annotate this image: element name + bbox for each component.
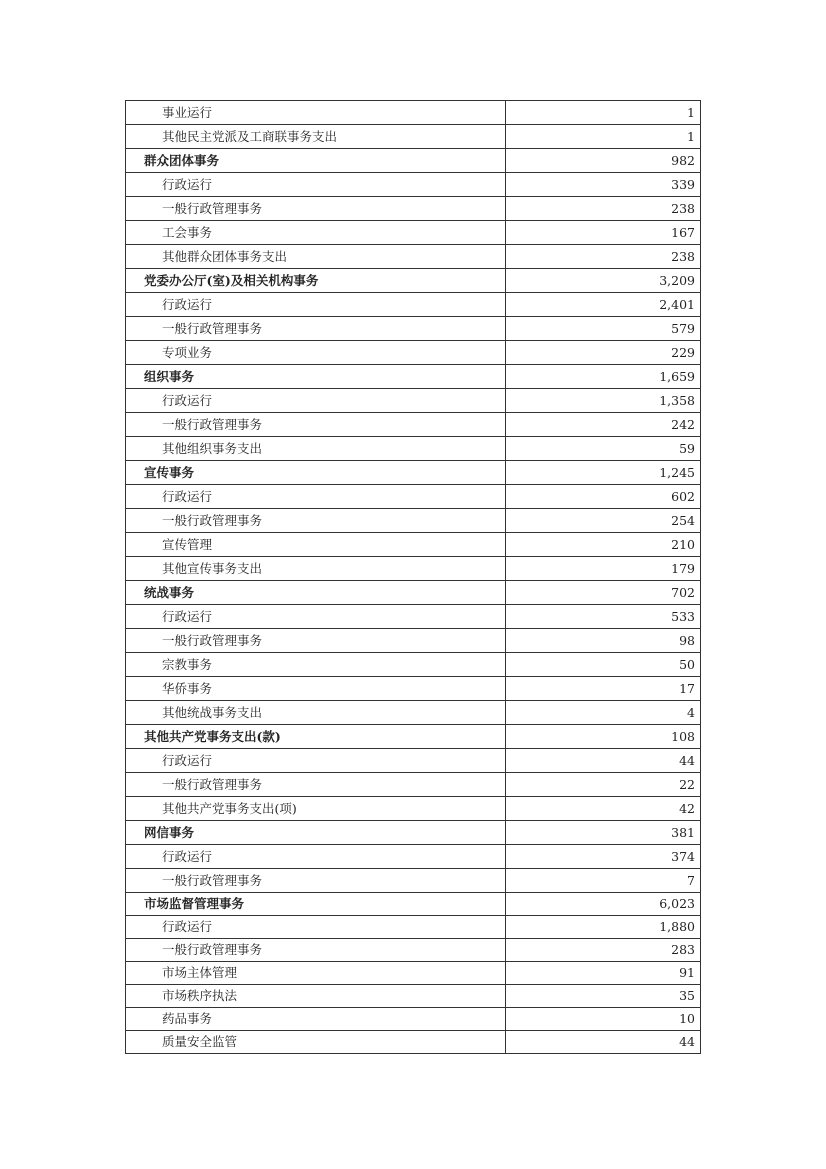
table-row	[126, 413, 701, 437]
item-amount: 579	[506, 317, 701, 341]
category-row	[126, 725, 701, 749]
category-row	[126, 365, 701, 389]
item-amount: 91	[506, 962, 701, 985]
budget-table	[125, 100, 701, 1054]
category-row	[126, 821, 701, 845]
table-row	[126, 437, 701, 461]
category-row	[126, 149, 701, 173]
item-name: 专项业务	[126, 341, 506, 365]
table-row	[126, 317, 701, 341]
item-name: 质量安全监管	[126, 1031, 506, 1054]
table-row	[126, 293, 701, 317]
table-row	[126, 101, 701, 125]
table-row	[126, 869, 701, 893]
category-amount: 702	[506, 581, 701, 605]
item-name: 其他宣传事务支出	[126, 557, 506, 581]
category-amount: 1,659	[506, 365, 701, 389]
table-row	[126, 845, 701, 869]
item-amount: 533	[506, 605, 701, 629]
category-amount: 982	[506, 149, 701, 173]
item-name: 一般行政管理事务	[126, 197, 506, 221]
item-name: 行政运行	[126, 845, 506, 869]
table-row	[126, 1008, 701, 1031]
category-row	[126, 581, 701, 605]
table-row	[126, 509, 701, 533]
table-row	[126, 341, 701, 365]
item-name: 市场秩序执法	[126, 985, 506, 1008]
item-name: 行政运行	[126, 916, 506, 939]
item-name: 行政运行	[126, 749, 506, 773]
item-name: 行政运行	[126, 173, 506, 197]
table-row	[126, 797, 701, 821]
table-row	[126, 773, 701, 797]
item-amount: 98	[506, 629, 701, 653]
table-row	[126, 389, 701, 413]
item-name: 宗教事务	[126, 653, 506, 677]
table-row	[126, 629, 701, 653]
table-row	[126, 701, 701, 725]
item-amount: 1,880	[506, 916, 701, 939]
table-row	[126, 677, 701, 701]
item-name: 宣传管理	[126, 533, 506, 557]
table-row	[126, 1031, 701, 1054]
table-row	[126, 197, 701, 221]
item-amount: 254	[506, 509, 701, 533]
item-amount: 1	[506, 125, 701, 149]
item-name: 工会事务	[126, 221, 506, 245]
item-name: 行政运行	[126, 293, 506, 317]
item-amount: 59	[506, 437, 701, 461]
item-name: 一般行政管理事务	[126, 317, 506, 341]
item-amount: 242	[506, 413, 701, 437]
item-amount: 7	[506, 869, 701, 893]
category-row	[126, 269, 701, 293]
category-name: 群众团体事务	[126, 149, 506, 173]
category-name: 党委办公厅(室)及相关机构事务	[126, 269, 506, 293]
item-amount: 283	[506, 939, 701, 962]
item-amount: 50	[506, 653, 701, 677]
item-name: 其他民主党派及工商联事务支出	[126, 125, 506, 149]
item-amount: 339	[506, 173, 701, 197]
item-name: 行政运行	[126, 389, 506, 413]
item-name: 一般行政管理事务	[126, 509, 506, 533]
category-amount: 3,209	[506, 269, 701, 293]
category-name: 统战事务	[126, 581, 506, 605]
item-amount: 2,401	[506, 293, 701, 317]
item-amount: 210	[506, 533, 701, 557]
item-amount: 238	[506, 197, 701, 221]
item-name: 市场主体管理	[126, 962, 506, 985]
table-row	[126, 245, 701, 269]
item-name: 行政运行	[126, 485, 506, 509]
item-amount: 42	[506, 797, 701, 821]
item-name: 事业运行	[126, 101, 506, 125]
table-row	[126, 533, 701, 557]
table-row	[126, 653, 701, 677]
item-name: 一般行政管理事务	[126, 869, 506, 893]
item-amount: 1,358	[506, 389, 701, 413]
item-name: 一般行政管理事务	[126, 773, 506, 797]
table-row	[126, 173, 701, 197]
item-name: 其他组织事务支出	[126, 437, 506, 461]
table-row	[126, 557, 701, 581]
item-amount: 17	[506, 677, 701, 701]
category-amount: 1,245	[506, 461, 701, 485]
item-name: 华侨事务	[126, 677, 506, 701]
table-body	[126, 101, 701, 1054]
item-amount: 44	[506, 1031, 701, 1054]
category-name: 网信事务	[126, 821, 506, 845]
item-amount: 238	[506, 245, 701, 269]
item-name: 其他共产党事务支出(项)	[126, 797, 506, 821]
item-amount: 602	[506, 485, 701, 509]
category-amount: 6,023	[506, 893, 701, 916]
item-name: 一般行政管理事务	[126, 413, 506, 437]
item-amount: 4	[506, 701, 701, 725]
table-row	[126, 485, 701, 509]
category-name: 其他共产党事务支出(款)	[126, 725, 506, 749]
category-name: 宣传事务	[126, 461, 506, 485]
table-row	[126, 916, 701, 939]
item-name: 药品事务	[126, 1008, 506, 1031]
table-row	[126, 985, 701, 1008]
table-row	[126, 221, 701, 245]
category-row	[126, 893, 701, 916]
table-row	[126, 939, 701, 962]
item-name: 一般行政管理事务	[126, 629, 506, 653]
item-name: 行政运行	[126, 605, 506, 629]
category-amount: 381	[506, 821, 701, 845]
item-amount: 10	[506, 1008, 701, 1031]
table-row	[126, 605, 701, 629]
category-name: 组织事务	[126, 365, 506, 389]
item-amount: 167	[506, 221, 701, 245]
item-name: 其他群众团体事务支出	[126, 245, 506, 269]
item-amount: 44	[506, 749, 701, 773]
table-row	[126, 962, 701, 985]
item-amount: 374	[506, 845, 701, 869]
table-row	[126, 749, 701, 773]
category-amount: 108	[506, 725, 701, 749]
item-amount: 179	[506, 557, 701, 581]
item-amount: 229	[506, 341, 701, 365]
item-amount: 22	[506, 773, 701, 797]
category-row	[126, 461, 701, 485]
table-row	[126, 125, 701, 149]
item-amount: 35	[506, 985, 701, 1008]
item-name: 一般行政管理事务	[126, 939, 506, 962]
item-amount: 1	[506, 101, 701, 125]
item-name: 其他统战事务支出	[126, 701, 506, 725]
category-name: 市场监督管理事务	[126, 893, 506, 916]
